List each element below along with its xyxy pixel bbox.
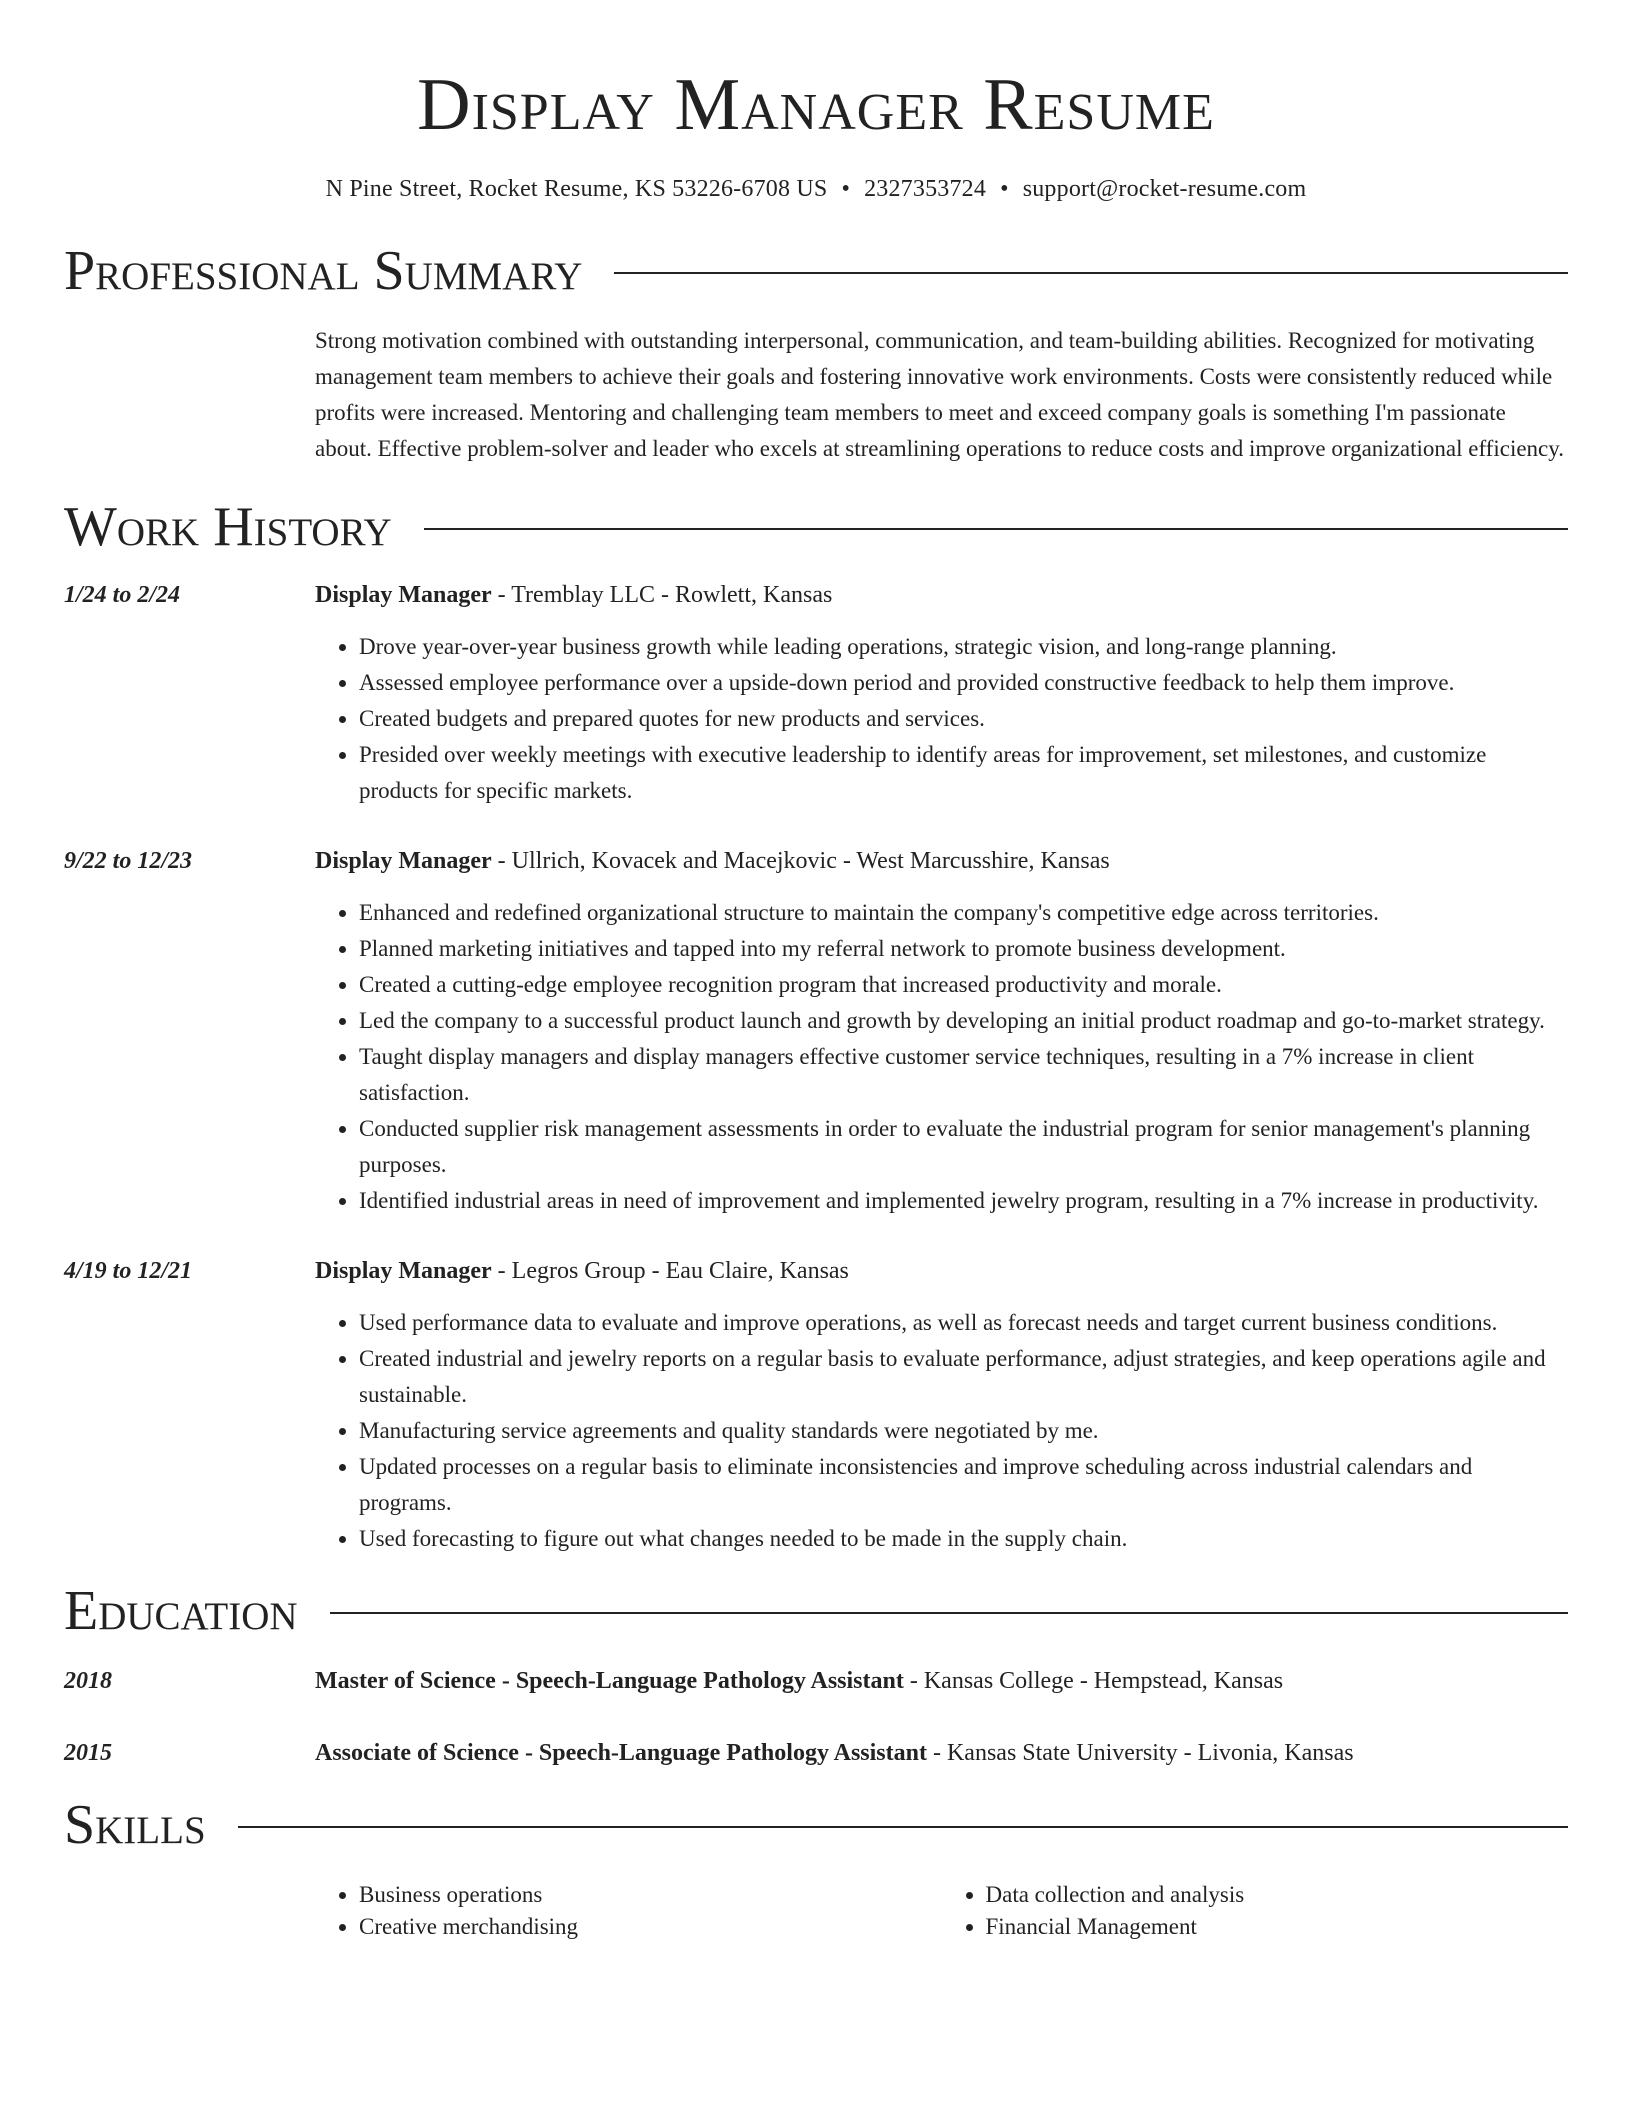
work-section-title: Work History (64, 496, 392, 558)
job-bullet: • Planned marketing initiatives and tapped into my referral network to promote business development. (359, 931, 1568, 967)
job-heading (315, 1253, 1568, 1289)
job-bullet: • Updated processes on a regular basis to eliminate inconsistencies and improve scheduling across industrial calendars and programs. (359, 1449, 1568, 1521)
contact-separator: • (1000, 176, 1009, 202)
job-body (315, 577, 1568, 809)
summary-section-title: Professional Summary (64, 240, 583, 302)
job-dates: 4/19 to 12/21 (64, 1258, 193, 1284)
skills-list (315, 1879, 1568, 1943)
contact-address: N Pine Street, Rocket Resume, KS 53226-6708 US (325, 176, 828, 202)
job-bullets (315, 629, 1568, 809)
skill-item: • Creative merchandising (359, 1911, 942, 1943)
job-bullet: • Led the company to a successful product launch and growth by developing an initial product roadmap and go-to-market strategy. (359, 1003, 1568, 1039)
resume-title: Display Manager Resume (417, 64, 1215, 146)
job-company: - Legros Group - Eau Claire, Kansas (491, 1258, 849, 1284)
education-heading (315, 1735, 1568, 1771)
education-year: 2018 (64, 1668, 112, 1694)
education-degree: Master of Science - Speech-Language Pathology Assistant (315, 1668, 904, 1694)
job-body (315, 843, 1568, 1219)
job-dates: 9/22 to 12/23 (64, 848, 193, 874)
education-year: 2015 (64, 1740, 112, 1766)
job-bullet: • Enhanced and redefined organizational structure to maintain the company's competitive edge across territories. (359, 895, 1568, 931)
education-section-title: Education (64, 1580, 298, 1642)
job-role: Display Manager (315, 1258, 492, 1284)
skills-section-header (64, 1793, 1568, 1857)
section-divider (238, 1826, 1568, 1828)
education-entry (64, 1735, 1568, 1771)
education-heading (315, 1663, 1568, 1699)
job-role: Display Manager (315, 582, 492, 608)
section-divider (330, 1612, 1568, 1614)
job-entry (64, 843, 1568, 1219)
job-entry (64, 1253, 1568, 1557)
skills-section-title: Skills (64, 1794, 206, 1856)
skills-column-right (942, 1879, 1569, 1943)
job-bullet: • Assessed employee performance over a upside-down period and provided constructive feedback to help them improve. (359, 665, 1568, 701)
job-heading (315, 577, 1568, 613)
job-bullet: • Identified industrial areas in need of improvement and implemented jewelry program, resulting in a 7% increase in productivity. (359, 1183, 1568, 1219)
contact-phone: 2327353724 (864, 176, 987, 202)
skill-item: • Financial Management (986, 1911, 1569, 1943)
section-divider (614, 272, 1568, 274)
skills-column-left (315, 1879, 942, 1943)
job-bullet: • Created a cutting-edge employee recognition program that increased productivity and morale. (359, 967, 1568, 1003)
job-bullet: • Created industrial and jewelry reports on a regular basis to evaluate performance, adjust strategies, and keep operations agile and sustainable. (359, 1341, 1568, 1413)
job-bullet: • Conducted supplier risk management assessments in order to evaluate the industrial program for senior management's planning purposes. (359, 1111, 1568, 1183)
job-bullet: • Manufacturing service agreements and quality standards were negotiated by me. (359, 1413, 1568, 1449)
contact-line (64, 176, 1568, 203)
work-section-header (64, 495, 1568, 559)
job-bullet: • Taught display managers and display managers effective customer service techniques, resulting in a 7% increase in client satisfaction. (359, 1039, 1568, 1111)
skill-item: • Data collection and analysis (986, 1879, 1569, 1911)
job-bullets (315, 895, 1568, 1219)
contact-separator: • (841, 176, 851, 202)
job-entry (64, 577, 1568, 809)
education-entry (64, 1663, 1568, 1699)
job-bullet: • Drove year-over-year business growth while leading operations, strategic vision, and long-range planning. (359, 629, 1568, 665)
education-school: - Kansas State University - Livonia, Kansas (926, 1740, 1354, 1766)
summary-section-header (64, 239, 1568, 303)
contact-email: support@rocket-resume.com (1022, 176, 1307, 202)
skill-item: • Business operations (359, 1879, 942, 1911)
job-bullet: • Used performance data to evaluate and improve operations, as well as forecast needs and target current business conditions. (359, 1305, 1568, 1341)
job-company: - Ullrich, Kovacek and Macejkovic - West Marcusshire, Kansas (491, 848, 1110, 874)
job-role: Display Manager (315, 848, 492, 874)
job-bullet: • Presided over weekly meetings with executive leadership to identify areas for improvement, set milestones, and customize products for specific markets. (359, 737, 1568, 809)
summary-text: Strong motivation combined with outstanding interpersonal, communication, and team-building abilities. Recognized for motivating management team members to achieve their goals and fostering innovative work environments. Costs were consistently reduced while profits were increased. Mentoring and challenging team members to meet and exceed company goals is something I'm passionate about. Effective problem-solver and leader who excels at streamlining operations to reduce costs and improve organizational efficiency. (315, 328, 1565, 461)
education-school: - Kansas College - Hempstead, Kansas (903, 1668, 1284, 1694)
section-divider (424, 528, 1568, 530)
job-bullet: • Created budgets and prepared quotes for new products and services. (359, 701, 1568, 737)
job-bullet: • Used forecasting to figure out what changes needed to be made in the supply chain. (359, 1521, 1568, 1557)
job-dates: 1/24 to 2/24 (64, 582, 181, 608)
job-bullets (315, 1305, 1568, 1557)
job-company: - Tremblay LLC - Rowlett, Kansas (491, 582, 833, 608)
education-section-header (64, 1579, 1568, 1643)
job-body (315, 1253, 1568, 1557)
job-heading (315, 843, 1568, 879)
education-degree: Associate of Science - Speech-Language Pathology Assistant (315, 1740, 927, 1766)
